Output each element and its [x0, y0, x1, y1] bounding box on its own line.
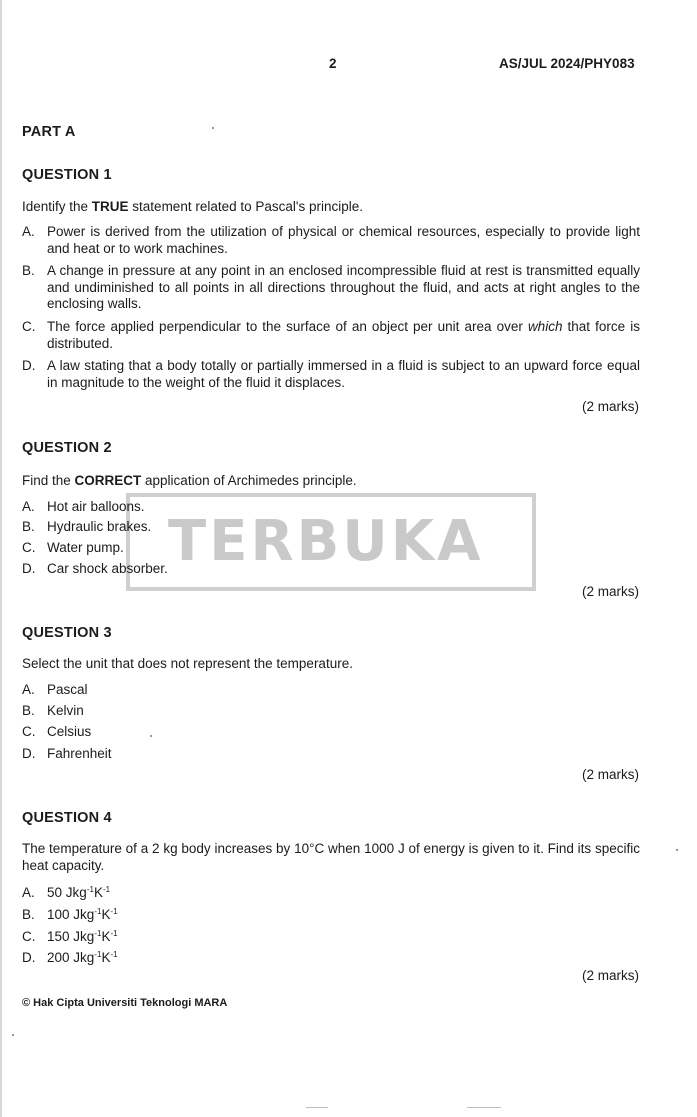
question-2-marks: (2 marks) [582, 584, 639, 599]
question-1-option-a-text: Power is derived from the utilization of physical or chemical resources, especially to provide light and heat or to work machines. [47, 224, 640, 256]
question-4-option-c-text: 150 $Jkg^{-1}K^{-1}$ [47, 929, 118, 944]
question-4-option-d-letter: D. [22, 950, 36, 965]
question-2-option-a-letter: A. [22, 499, 35, 514]
question-2-option-c-text: Water pump. [47, 540, 124, 555]
exam-code: AS/JUL 2024/PHY083 [499, 56, 635, 71]
scan-speck [212, 127, 214, 129]
question-3-option-b-letter: B. [22, 703, 35, 718]
scan-speck [12, 1034, 14, 1036]
question-1-option-c-letter: C. [22, 319, 36, 334]
question-2-option-a-text: Hot air balloons. [47, 499, 145, 514]
copyright-footer: © Hak Cipta Universiti Teknologi MARA [22, 997, 228, 1009]
question-4-option-a-text: 50 $Jkg^{-1}K^{-1}$ [47, 885, 111, 900]
question-1-title: QUESTION 1 [22, 167, 112, 183]
question-2-option-c-letter: C. [22, 540, 36, 555]
scan-speck [150, 735, 152, 737]
question-1-option-c-text: The force applied perpendicular to the surface of an object per unit area over which that force is distributed. [47, 319, 640, 351]
question-3-marks: (2 marks) [582, 767, 639, 782]
part-heading: PART A [22, 124, 76, 140]
question-1-option-d-text: A law stating that a body totally or partially immersed in a fluid is subject to an upward force equal in magnitude to the weight of the fluid it displaces. [47, 358, 640, 390]
question-3-option-d-text: Fahrenheit [47, 746, 112, 761]
question-1-option-d-letter: D. [22, 358, 36, 373]
question-4-option-b-letter: B. [22, 907, 35, 922]
question-1-option-b-letter: B. [22, 263, 35, 278]
question-1-stem: Identify the TRUE statement related to Pascal's principle. [22, 199, 363, 214]
question-4-option-d-text: 200 $Jkg^{-1}K^{-1}$ [47, 950, 118, 965]
question-1-marks: (2 marks) [582, 399, 639, 414]
question-2-option-d-letter: D. [22, 561, 36, 576]
question-3-option-c-letter: C. [22, 724, 36, 739]
scan-smudge [467, 1107, 501, 1108]
question-4-marks: (2 marks) [582, 968, 639, 983]
question-4-option-b-text: 100 $Jkg^{-1}K^{-1}$ [47, 907, 118, 922]
question-3-title: QUESTION 3 [22, 625, 112, 641]
question-1-option-a-letter: A. [22, 224, 35, 239]
question-3-option-a-text: Pascal [47, 682, 88, 697]
question-4-stem: The temperature of a 2 kg body increases by 10°C when 1000 J of energy is given to it. Find its specific heat capacity. [22, 841, 640, 873]
question-4-option-c-letter: C. [22, 929, 36, 944]
question-4-title: QUESTION 4 [22, 810, 112, 826]
question-3-option-a-letter: A. [22, 682, 35, 697]
scan-smudge [306, 1107, 328, 1108]
question-3-option-c-text: Celsius [47, 724, 92, 739]
question-2-stem: Find the CORRECT application of Archimedes principle. [22, 473, 357, 488]
question-2-title: QUESTION 2 [22, 440, 112, 456]
question-3-stem: Select the unit that does not represent the temperature. [22, 656, 353, 671]
question-3-option-d-letter: D. [22, 746, 36, 761]
scan-speck [676, 849, 678, 851]
terbuka-stamp-text: TERBUKA [168, 509, 484, 574]
question-4-option-a-letter: A. [22, 885, 35, 900]
question-2-option-b-text: Hydraulic brakes. [47, 519, 152, 534]
question-2-option-b-letter: B. [22, 519, 35, 534]
question-1-option-b-text: A change in pressure at any point in an enclosed incompressible fluid at rest is transmitted equally and undiminished to all points in all directions throughout the fluid, and acts at right angles to the enclosing walls. [47, 263, 640, 311]
question-2-option-d-text: Car shock absorber. [47, 561, 168, 576]
page-number: 2 [329, 56, 337, 71]
question-3-option-b-text: Kelvin [47, 703, 84, 718]
page-edge-shadow [0, 0, 2, 1117]
